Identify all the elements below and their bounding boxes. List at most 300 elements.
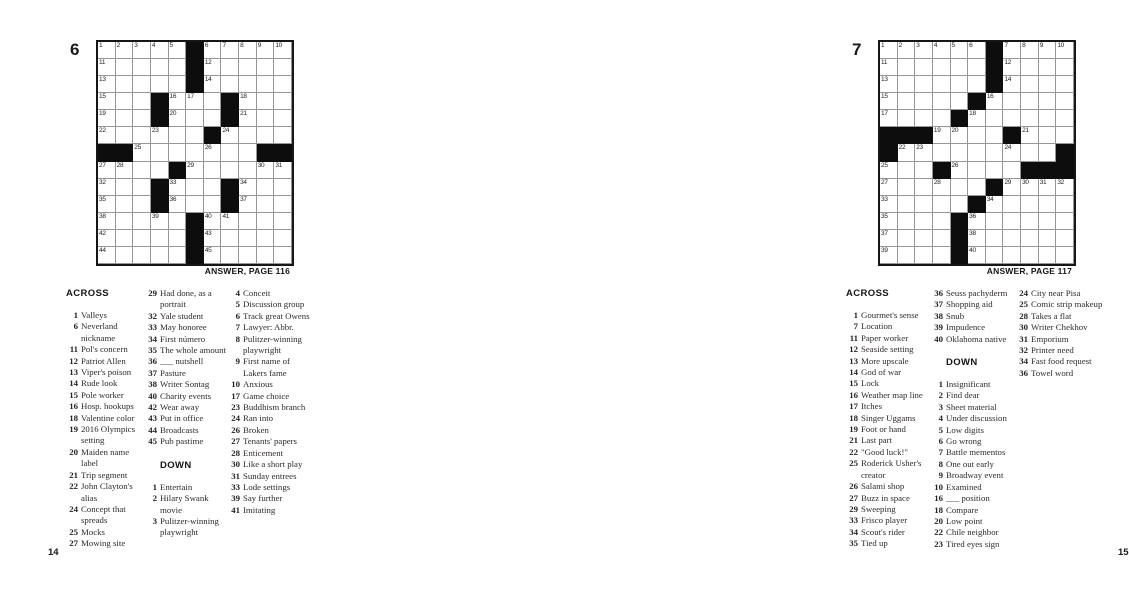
- grid-cell[interactable]: [98, 110, 116, 127]
- black-square: [151, 110, 169, 127]
- grid-cell[interactable]: [898, 213, 916, 230]
- grid-cell[interactable]: [898, 196, 916, 213]
- grid-cell[interactable]: [1003, 144, 1021, 161]
- grid-cell[interactable]: [133, 196, 151, 213]
- clue-number: 18: [69, 412, 78, 423]
- clue-number: 38: [934, 310, 943, 321]
- grid-cell[interactable]: [915, 162, 933, 179]
- grid-cell[interactable]: [274, 127, 292, 144]
- grid-cell[interactable]: [186, 93, 204, 110]
- grid-cell[interactable]: [1021, 93, 1039, 110]
- grid-cell[interactable]: [186, 144, 204, 161]
- grid-cell[interactable]: [133, 59, 151, 76]
- grid-cell[interactable]: [1056, 42, 1074, 59]
- grid-cell[interactable]: [951, 127, 969, 144]
- clue-text: Broken: [243, 424, 269, 435]
- grid-cell[interactable]: [221, 213, 239, 230]
- grid-cell[interactable]: [1056, 247, 1074, 264]
- grid-cell[interactable]: [880, 59, 898, 76]
- grid-cell[interactable]: [257, 213, 275, 230]
- grid-cell[interactable]: [1021, 247, 1039, 264]
- grid-cell[interactable]: [933, 179, 951, 196]
- grid-cell[interactable]: [204, 179, 222, 196]
- grid-cell[interactable]: [274, 230, 292, 247]
- grid-cell[interactable]: [915, 196, 933, 213]
- cell-number: 33: [881, 195, 888, 203]
- grid-cell[interactable]: [1056, 127, 1074, 144]
- grid-cell[interactable]: [274, 213, 292, 230]
- grid-cell[interactable]: [915, 76, 933, 93]
- grid-cell[interactable]: [98, 162, 116, 179]
- grid-cell[interactable]: [1056, 93, 1074, 110]
- grid-cell[interactable]: [898, 76, 916, 93]
- grid-cell[interactable]: [1056, 59, 1074, 76]
- grid-cell[interactable]: [968, 144, 986, 161]
- clue-item: [931, 413, 1017, 424]
- grid-cell[interactable]: [1039, 144, 1057, 161]
- grid-cell[interactable]: [933, 196, 951, 213]
- grid-cell[interactable]: [257, 59, 275, 76]
- grid-cell[interactable]: [915, 213, 933, 230]
- grid-cell[interactable]: [239, 110, 257, 127]
- grid-cell[interactable]: [204, 230, 222, 247]
- grid-cell[interactable]: [898, 230, 916, 247]
- grid-cell[interactable]: [933, 59, 951, 76]
- clue-text: Say further: [243, 493, 283, 504]
- grid-cell[interactable]: [239, 59, 257, 76]
- grid-cell[interactable]: [1056, 213, 1074, 230]
- clue-item: [931, 288, 1017, 299]
- grid-cell[interactable]: [239, 196, 257, 213]
- grid-cell[interactable]: [204, 76, 222, 93]
- grid-cell[interactable]: [968, 59, 986, 76]
- grid-cell[interactable]: [169, 93, 187, 110]
- black-square: [186, 247, 204, 264]
- cell-number: 15: [99, 93, 106, 101]
- grid-cell[interactable]: [933, 144, 951, 161]
- grid-cell[interactable]: [204, 196, 222, 213]
- grid-cell[interactable]: [933, 213, 951, 230]
- grid-cell[interactable]: [98, 76, 116, 93]
- grid-cell[interactable]: [1021, 144, 1039, 161]
- grid-cell[interactable]: [239, 144, 257, 161]
- grid-cell[interactable]: [1056, 230, 1074, 247]
- grid-cell[interactable]: [986, 230, 1004, 247]
- grid-cell[interactable]: [116, 59, 134, 76]
- grid-cell[interactable]: [986, 144, 1004, 161]
- grid-cell[interactable]: [1039, 196, 1057, 213]
- grid-cell[interactable]: [133, 76, 151, 93]
- black-square: [151, 179, 169, 196]
- clue-text: Oklahoma native: [946, 333, 1007, 344]
- grid-cell[interactable]: [1039, 76, 1057, 93]
- grid-cell[interactable]: [133, 179, 151, 196]
- grid-cell[interactable]: [880, 213, 898, 230]
- grid-cell[interactable]: [151, 247, 169, 264]
- clue-number: 45: [148, 436, 157, 447]
- grid-cell[interactable]: [239, 213, 257, 230]
- grid-cell[interactable]: [1003, 213, 1021, 230]
- grid-cell[interactable]: [151, 230, 169, 247]
- grid-cell[interactable]: [1039, 59, 1057, 76]
- grid-cell[interactable]: [98, 230, 116, 247]
- grid-cell[interactable]: [951, 162, 969, 179]
- grid-cell[interactable]: [1021, 59, 1039, 76]
- grid-cell[interactable]: [98, 179, 116, 196]
- clue-number: 5: [938, 424, 943, 435]
- grid-cell[interactable]: [968, 247, 986, 264]
- grid-cell[interactable]: [951, 59, 969, 76]
- grid-cell[interactable]: [968, 162, 986, 179]
- grid-cell[interactable]: [116, 110, 134, 127]
- grid-cell[interactable]: [1003, 196, 1021, 213]
- grid-cell[interactable]: [257, 93, 275, 110]
- grid-cell[interactable]: [133, 127, 151, 144]
- grid-cell[interactable]: [898, 110, 916, 127]
- grid-cell[interactable]: [204, 144, 222, 161]
- grid-cell[interactable]: [169, 247, 187, 264]
- grid-cell[interactable]: [133, 110, 151, 127]
- grid-cell[interactable]: [933, 93, 951, 110]
- grid-cell[interactable]: [915, 247, 933, 264]
- grid-cell[interactable]: [880, 179, 898, 196]
- grid-cell[interactable]: [169, 196, 187, 213]
- clue-item: [846, 390, 930, 401]
- clue-item: [931, 311, 1017, 322]
- grid-cell[interactable]: [274, 76, 292, 93]
- grid-cell[interactable]: [239, 76, 257, 93]
- grid-cell[interactable]: [915, 42, 933, 59]
- grid-cell[interactable]: [274, 93, 292, 110]
- grid-cell[interactable]: [968, 230, 986, 247]
- grid-cell[interactable]: [1039, 110, 1057, 127]
- grid-cell[interactable]: [186, 196, 204, 213]
- grid-cell[interactable]: [986, 162, 1004, 179]
- clue-number: 6: [938, 436, 943, 447]
- grid-cell[interactable]: [986, 247, 1004, 264]
- grid-cell[interactable]: [239, 179, 257, 196]
- grid-cell[interactable]: [1056, 76, 1074, 93]
- grid-cell[interactable]: [257, 162, 275, 179]
- grid-cell[interactable]: [239, 162, 257, 179]
- grid-cell[interactable]: [898, 144, 916, 161]
- grid-cell[interactable]: [151, 76, 169, 93]
- clue-text: Patriot Allen: [81, 355, 126, 366]
- clue-item: [846, 515, 930, 526]
- grid-cell[interactable]: [933, 42, 951, 59]
- grid-cell[interactable]: [986, 196, 1004, 213]
- grid-cell[interactable]: [274, 110, 292, 127]
- grid-cell[interactable]: [257, 127, 275, 144]
- grid-cell[interactable]: [1056, 179, 1074, 196]
- grid-cell[interactable]: [116, 213, 134, 230]
- black-square: [986, 59, 1004, 76]
- grid-cell[interactable]: [151, 144, 169, 161]
- clue-number: 8: [938, 458, 943, 469]
- clue-number: 1: [853, 310, 858, 320]
- grid-cell[interactable]: [880, 76, 898, 93]
- grid-cell[interactable]: [204, 213, 222, 230]
- grid-cell[interactable]: [257, 196, 275, 213]
- grid-cell[interactable]: [239, 93, 257, 110]
- grid-cell[interactable]: [1039, 179, 1057, 196]
- grid-cell[interactable]: [1003, 247, 1021, 264]
- grid-cell[interactable]: [98, 59, 116, 76]
- clue-item: [66, 356, 146, 367]
- cell-number: 6: [969, 42, 973, 49]
- grid-cell[interactable]: [968, 179, 986, 196]
- grid-cell[interactable]: [169, 213, 187, 230]
- grid-cell[interactable]: [1021, 230, 1039, 247]
- grid-cell[interactable]: [951, 196, 969, 213]
- grid-cell[interactable]: [98, 213, 116, 230]
- grid-cell[interactable]: [133, 247, 151, 264]
- grid-cell[interactable]: [951, 76, 969, 93]
- grid-cell[interactable]: [239, 247, 257, 264]
- grid-cell[interactable]: [151, 162, 169, 179]
- grid-cell[interactable]: [204, 162, 222, 179]
- grid-cell[interactable]: [151, 127, 169, 144]
- grid-cell[interactable]: [169, 230, 187, 247]
- grid-cell[interactable]: [257, 230, 275, 247]
- grid-cell[interactable]: [1021, 127, 1039, 144]
- grid-cell[interactable]: [169, 127, 187, 144]
- clue-text: 2016 Olympics setting: [81, 424, 136, 446]
- grid-cell[interactable]: [915, 230, 933, 247]
- grid-cell[interactable]: [968, 127, 986, 144]
- grid-cell[interactable]: [151, 213, 169, 230]
- grid-cell[interactable]: [116, 196, 134, 213]
- grid-cell[interactable]: [133, 144, 151, 161]
- grid-cell[interactable]: [116, 162, 134, 179]
- grid-cell[interactable]: [968, 213, 986, 230]
- grid-cell[interactable]: [239, 230, 257, 247]
- grid-cell[interactable]: [116, 247, 134, 264]
- clue-text: Pulitzer-winning playwright: [160, 515, 219, 538]
- grid-cell[interactable]: [274, 42, 292, 59]
- grid-cell[interactable]: [274, 59, 292, 76]
- grid-cell[interactable]: [1003, 110, 1021, 127]
- clue-item: [228, 482, 316, 493]
- grid-cell[interactable]: [221, 76, 239, 93]
- clue-item: [931, 470, 1017, 481]
- grid-cell[interactable]: [274, 247, 292, 264]
- clue-text: Broadway event: [946, 470, 1004, 481]
- grid-cell[interactable]: [204, 247, 222, 264]
- grid-cell[interactable]: [951, 179, 969, 196]
- grid-cell[interactable]: [1003, 42, 1021, 59]
- grid-cell[interactable]: [133, 162, 151, 179]
- clue-text: Weather map line: [861, 389, 923, 400]
- grid-cell[interactable]: [186, 179, 204, 196]
- grid-cell[interactable]: [915, 144, 933, 161]
- grid-cell[interactable]: [98, 93, 116, 110]
- grid-cell[interactable]: [274, 162, 292, 179]
- grid-cell[interactable]: [986, 127, 1004, 144]
- grid-cell[interactable]: [186, 162, 204, 179]
- grid-cell[interactable]: [1003, 179, 1021, 196]
- grid-cell[interactable]: [274, 179, 292, 196]
- grid-cell[interactable]: [239, 127, 257, 144]
- grid-cell[interactable]: [116, 230, 134, 247]
- cell-number: 20: [169, 110, 177, 118]
- grid-cell[interactable]: [951, 42, 969, 59]
- clue-number: 24: [231, 413, 240, 424]
- black-square: [951, 213, 969, 230]
- grid-cell[interactable]: [1021, 42, 1039, 59]
- grid-cell[interactable]: [1039, 247, 1057, 264]
- grid-cell[interactable]: [1003, 59, 1021, 76]
- grid-cell[interactable]: [98, 247, 116, 264]
- grid-cell[interactable]: [169, 144, 187, 161]
- grid-cell[interactable]: [1039, 42, 1057, 59]
- grid-cell[interactable]: [880, 230, 898, 247]
- down-header: DOWN: [946, 357, 978, 369]
- grid-cell[interactable]: [1003, 230, 1021, 247]
- cell-number: 18: [240, 93, 247, 101]
- grid-cell[interactable]: [933, 247, 951, 264]
- grid-cell[interactable]: [133, 230, 151, 247]
- grid-cell[interactable]: [116, 42, 134, 59]
- grid-cell[interactable]: [915, 59, 933, 76]
- grid-cell[interactable]: [880, 42, 898, 59]
- grid-cell[interactable]: [133, 213, 151, 230]
- grid-cell[interactable]: [151, 42, 169, 59]
- grid-cell[interactable]: [880, 196, 898, 213]
- grid-cell[interactable]: [1021, 179, 1039, 196]
- grid-cell[interactable]: [274, 196, 292, 213]
- grid-cell[interactable]: [204, 59, 222, 76]
- grid-cell[interactable]: [1039, 93, 1057, 110]
- grid-cell[interactable]: [221, 144, 239, 161]
- clue-number: 17: [849, 401, 858, 412]
- grid-cell[interactable]: [986, 93, 1004, 110]
- grid-cell[interactable]: [98, 127, 116, 144]
- grid-cell[interactable]: [933, 110, 951, 127]
- grid-cell[interactable]: [1003, 162, 1021, 179]
- grid-cell[interactable]: [151, 59, 169, 76]
- grid-cell[interactable]: [116, 127, 134, 144]
- clue-number: 30: [231, 459, 240, 470]
- clue-text: May honoree: [160, 322, 207, 333]
- grid-cell[interactable]: [1056, 196, 1074, 213]
- grid-cell[interactable]: [204, 42, 222, 59]
- grid-cell[interactable]: [221, 162, 239, 179]
- grid-cell[interactable]: [1003, 93, 1021, 110]
- grid-cell[interactable]: [257, 76, 275, 93]
- cell-number: 11: [881, 59, 888, 67]
- clue-number: 13: [849, 355, 858, 366]
- grid-cell[interactable]: [951, 93, 969, 110]
- grid-cell[interactable]: [116, 93, 134, 110]
- grid-cell[interactable]: [221, 42, 239, 59]
- grid-cell[interactable]: [169, 42, 187, 59]
- cell-number: 1: [99, 42, 103, 49]
- grid-cell[interactable]: [204, 110, 222, 127]
- grid-cell[interactable]: [968, 76, 986, 93]
- grid-cell[interactable]: [169, 76, 187, 93]
- grid-cell[interactable]: [257, 179, 275, 196]
- grid-cell[interactable]: [221, 59, 239, 76]
- grid-cell[interactable]: [898, 247, 916, 264]
- grid-cell[interactable]: [880, 162, 898, 179]
- clue-number: 41: [231, 504, 240, 515]
- cell-number: 37: [240, 195, 247, 203]
- clue-number: 16: [934, 493, 943, 504]
- grid-cell[interactable]: [915, 110, 933, 127]
- grid-cell[interactable]: [880, 93, 898, 110]
- clue-item: [145, 288, 227, 311]
- grid-cell[interactable]: [133, 42, 151, 59]
- grid-cell[interactable]: [933, 127, 951, 144]
- grid-cell[interactable]: [98, 42, 116, 59]
- cell-number: 25: [134, 144, 141, 152]
- grid-cell[interactable]: [257, 42, 275, 59]
- clue-item: [846, 424, 930, 435]
- grid-cell[interactable]: [1039, 230, 1057, 247]
- grid-cell[interactable]: [898, 93, 916, 110]
- grid-cell[interactable]: [898, 162, 916, 179]
- grid-cell[interactable]: [257, 247, 275, 264]
- grid-cell[interactable]: [1021, 196, 1039, 213]
- grid-cell[interactable]: [898, 42, 916, 59]
- clue-number: 25: [849, 458, 858, 469]
- grid-cell[interactable]: [133, 93, 151, 110]
- grid-cell[interactable]: [933, 76, 951, 93]
- grid-cell[interactable]: [915, 93, 933, 110]
- grid-cell[interactable]: [186, 127, 204, 144]
- grid-cell[interactable]: [1039, 213, 1057, 230]
- grid-cell[interactable]: [116, 76, 134, 93]
- black-square: [898, 127, 916, 144]
- clue-number: 34: [148, 333, 157, 344]
- grid-cell[interactable]: [221, 230, 239, 247]
- grid-cell[interactable]: [968, 110, 986, 127]
- grid-cell[interactable]: [221, 247, 239, 264]
- grid-cell[interactable]: [169, 59, 187, 76]
- grid-cell[interactable]: [1039, 127, 1057, 144]
- grid-cell[interactable]: [1003, 76, 1021, 93]
- grid-cell[interactable]: [169, 110, 187, 127]
- grid-cell[interactable]: [1021, 213, 1039, 230]
- grid-cell[interactable]: [915, 179, 933, 196]
- grid-cell[interactable]: [880, 247, 898, 264]
- grid-cell[interactable]: [1021, 76, 1039, 93]
- grid-cell[interactable]: [933, 230, 951, 247]
- clue-number: 29: [849, 503, 858, 514]
- grid-cell[interactable]: [1056, 110, 1074, 127]
- grid-cell[interactable]: [98, 196, 116, 213]
- grid-cell[interactable]: [986, 110, 1004, 127]
- grid-cell[interactable]: [186, 110, 204, 127]
- grid-cell[interactable]: [116, 179, 134, 196]
- grid-cell[interactable]: [221, 127, 239, 144]
- grid-cell[interactable]: [257, 110, 275, 127]
- grid-cell[interactable]: [968, 42, 986, 59]
- grid-cell[interactable]: [1021, 110, 1039, 127]
- grid-cell[interactable]: [169, 179, 187, 196]
- grid-cell[interactable]: [898, 179, 916, 196]
- clue-item: [66, 310, 146, 321]
- grid-cell[interactable]: [204, 93, 222, 110]
- grid-cell[interactable]: [898, 59, 916, 76]
- clue-number: 1: [938, 379, 943, 390]
- grid-cell[interactable]: [239, 42, 257, 59]
- grid-cell[interactable]: [986, 213, 1004, 230]
- grid-cell[interactable]: [880, 110, 898, 127]
- grid-cell[interactable]: [951, 144, 969, 161]
- answer-note: ANSWER, PAGE 117: [986, 266, 1072, 276]
